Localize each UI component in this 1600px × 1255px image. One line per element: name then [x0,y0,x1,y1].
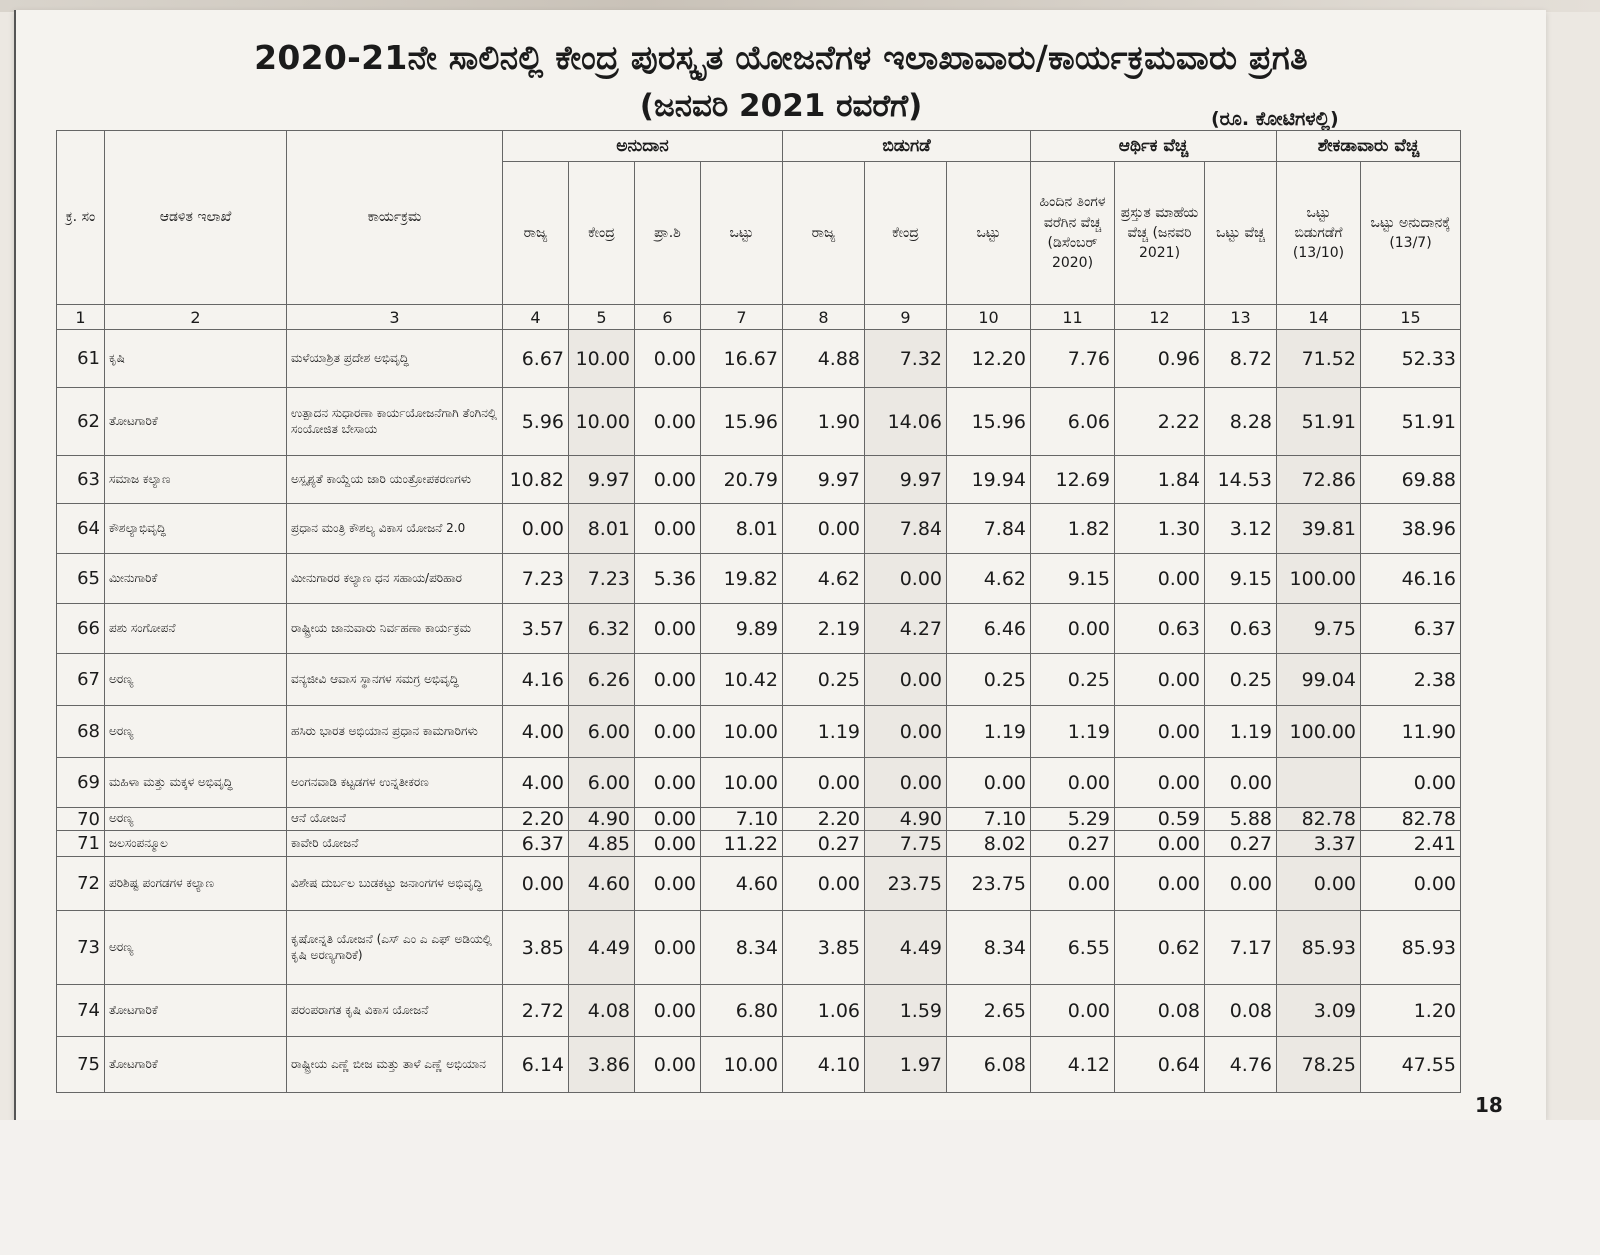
value-cell-col7: 15.96 [701,388,783,456]
table-row [57,654,1461,706]
value-cell-col11: 0.00 [1031,758,1115,808]
value-cell-col11: 6.06 [1031,388,1115,456]
programme-cell: ರಾಷ್ಟ್ರೀಯ ಎಣ್ಣೆ ಬೀಜ ಮತ್ತು ತಾಳೆ ಎಣ್ಣೆ ಅಭಿಯಾನ [287,1037,503,1093]
programme-cell: ಕೃಷೋನ್ನತಿ ಯೋಜನೆ (ಎಸ್ ಎಂ ಎ ಎಫ್ ಅಡಿಯಲ್ಲಿ ಕೃಷಿ ಅರಣ್ಯಗಾರಿಕೆ) [287,911,503,985]
col-header-6: ಪ್ರಾ.ಶಿ [635,162,701,305]
value-cell-col8: 1.19 [783,706,865,758]
col-header-prog: ಕಾರ್ಯಕ್ರಮ [287,131,503,305]
value-cell-col6: 0.00 [635,504,701,554]
value-cell-col13: 5.88 [1205,808,1277,831]
value-cell-col13: 9.15 [1205,554,1277,604]
column-number: 13 [1205,305,1277,330]
value-cell-col14: 9.75 [1277,604,1361,654]
value-cell-col7: 6.80 [701,985,783,1037]
value-cell-col10: 4.62 [947,554,1031,604]
department-cell: ಕೌಶಲ್ಯಾಭಿವೃದ್ಧಿ [105,504,287,554]
value-cell-col14: 100.00 [1277,706,1361,758]
value-cell-col13: 4.76 [1205,1037,1277,1093]
value-cell-col9: 9.97 [865,456,947,504]
value-cell-col13: 0.00 [1205,758,1277,808]
value-cell-col8: 2.20 [783,808,865,831]
value-cell-col15: 51.91 [1361,388,1461,456]
value-cell-col14: 39.81 [1277,504,1361,554]
value-cell-col9: 4.27 [865,604,947,654]
value-cell-col7: 16.67 [701,330,783,388]
programme-cell: ಹಸಿರು ಭಾರತ ಅಭಿಯಾನ ಪ್ರಧಾನ ಕಾಮಗಾರಿಗಳು [287,706,503,758]
col-header-dept: ಆಡಳಿತ ಇಲಾಖೆ [105,131,287,305]
value-cell-col11: 0.00 [1031,857,1115,911]
column-number: 7 [701,305,783,330]
value-cell-col6: 0.00 [635,808,701,831]
value-cell-col15: 85.93 [1361,911,1461,985]
col-header-10: ಒಟ್ಟು [947,162,1031,305]
value-cell-col11: 0.00 [1031,604,1115,654]
department-cell: ತೋಟಗಾರಿಕೆ [105,1037,287,1093]
value-cell-col13: 0.00 [1205,857,1277,911]
value-cell-col5: 9.97 [569,456,635,504]
value-cell-col5: 8.01 [569,504,635,554]
value-cell-col10: 7.84 [947,504,1031,554]
value-cell-col15: 0.00 [1361,857,1461,911]
table-row [57,456,1461,504]
table-row [57,1037,1461,1093]
value-cell-col12: 1.84 [1115,456,1205,504]
column-number: 6 [635,305,701,330]
value-cell-col11: 1.19 [1031,706,1115,758]
value-cell-col5: 6.26 [569,654,635,706]
serial-number-cell: 70 [57,808,105,831]
page-title: 2020-21ನೇ ಸಾಲಿನಲ್ಲಿ ಕೇಂದ್ರ ಪುರಸ್ಕೃತ ಯೋಜನೆಗಳ ಇಲಾಖಾವಾರು/ಕಾರ್ಯಕ್ರಮವಾರು ಪ್ರಗತಿ [254,38,1308,77]
value-cell-col8: 0.00 [783,504,865,554]
value-cell-col5: 3.86 [569,1037,635,1093]
programme-cell: ರಾಷ್ಟ್ರೀಯ ಜಾನುವಾರು ನಿರ್ವಹಣಾ ಕಾರ್ಯಕ್ರಮ [287,604,503,654]
value-cell-col9: 1.59 [865,985,947,1037]
value-cell-col10: 0.00 [947,758,1031,808]
value-cell-col8: 9.97 [783,456,865,504]
department-cell: ಅರಣ್ಯ [105,654,287,706]
value-cell-col13: 0.63 [1205,604,1277,654]
serial-number-cell: 69 [57,758,105,808]
value-cell-col13: 14.53 [1205,456,1277,504]
value-cell-col4: 6.37 [503,831,569,857]
value-cell-col9: 0.00 [865,654,947,706]
programme-cell: ಅಂಗನವಾಡಿ ಕಟ್ಟಡಗಳ ಉನ್ನತೀಕರಣ [287,758,503,808]
department-cell: ತೋಟಗಾರಿಕೆ [105,985,287,1037]
value-cell-col15: 11.90 [1361,706,1461,758]
value-cell-col7: 8.01 [701,504,783,554]
value-cell-col14: 3.09 [1277,985,1361,1037]
value-cell-col7: 10.00 [701,1037,783,1093]
value-cell-col8: 3.85 [783,911,865,985]
column-number: 15 [1361,305,1461,330]
value-cell-col9: 7.32 [865,330,947,388]
value-cell-col15: 6.37 [1361,604,1461,654]
value-cell-col11: 1.82 [1031,504,1115,554]
value-cell-col7: 8.34 [701,911,783,985]
value-cell-col4: 7.23 [503,554,569,604]
value-cell-col8: 4.88 [783,330,865,388]
value-cell-col14: 72.86 [1277,456,1361,504]
value-cell-col10: 8.02 [947,831,1031,857]
value-cell-col5: 10.00 [569,330,635,388]
value-cell-col13: 1.19 [1205,706,1277,758]
table-row [57,330,1461,388]
value-cell-col4: 4.00 [503,758,569,808]
serial-number-cell: 66 [57,604,105,654]
value-cell-col4: 6.67 [503,330,569,388]
value-cell-col9: 14.06 [865,388,947,456]
col-header-13: ಒಟ್ಟು ವೆಚ್ಚ [1205,162,1277,305]
progress-table [56,130,1461,1093]
programme-cell: ಮೀನುಗಾರರ ಕಲ್ಯಾಣ ಧನ ಸಹಾಯ/ಪರಿಹಾರ [287,554,503,604]
department-cell: ಅರಣ್ಯ [105,808,287,831]
serial-number-cell: 71 [57,831,105,857]
table-row [57,554,1461,604]
value-cell-col6: 0.00 [635,330,701,388]
value-cell-col10: 1.19 [947,706,1031,758]
value-cell-col12: 0.00 [1115,758,1205,808]
value-cell-col11: 5.29 [1031,808,1115,831]
col-header-12: ಪ್ರಸ್ತುತ ಮಾಹೆಯ ವೆಚ್ಚ (ಜನವರಿ 2021) [1115,162,1205,305]
value-cell-col5: 4.90 [569,808,635,831]
department-cell: ಕೃಷಿ [105,330,287,388]
value-cell-col12: 0.62 [1115,911,1205,985]
value-cell-col15: 1.20 [1361,985,1461,1037]
department-cell: ಜಲಸಂಪನ್ಮೂಲ [105,831,287,857]
serial-number-cell: 63 [57,456,105,504]
value-cell-col4: 0.00 [503,504,569,554]
value-cell-col7: 10.00 [701,706,783,758]
column-number: 2 [105,305,287,330]
value-cell-col12: 1.30 [1115,504,1205,554]
value-cell-col10: 6.46 [947,604,1031,654]
value-cell-col10: 15.96 [947,388,1031,456]
department-cell: ಮಹಿಳಾ ಮತ್ತು ಮಕ್ಕಳ ಅಭಿವೃದ್ಧಿ [105,758,287,808]
serial-number-cell: 75 [57,1037,105,1093]
programme-cell: ಅಸ್ಪೃಶ್ಯತೆ ಕಾಯ್ದೆಯ ಜಾರಿ ಯಂತ್ರೋಪಕರಣಗಳು [287,456,503,504]
column-number: 4 [503,305,569,330]
serial-number-cell: 61 [57,330,105,388]
value-cell-col4: 0.00 [503,857,569,911]
value-cell-col11: 7.76 [1031,330,1115,388]
background-surface [0,1120,1600,1255]
value-cell-col8: 0.00 [783,857,865,911]
value-cell-col7: 19.82 [701,554,783,604]
column-number: 11 [1031,305,1115,330]
value-cell-col6: 0.00 [635,758,701,808]
value-cell-col13: 0.27 [1205,831,1277,857]
value-cell-col7: 10.00 [701,758,783,808]
value-cell-col11: 0.25 [1031,654,1115,706]
value-cell-col8: 0.25 [783,654,865,706]
department-cell: ತೋಟಗಾರಿಕೆ [105,388,287,456]
value-cell-col5: 10.00 [569,388,635,456]
group-header-bidugade: ಬಿಡುಗಡೆ [783,131,1031,162]
department-cell: ಮೀನುಗಾರಿಕೆ [105,554,287,604]
value-cell-col8: 4.10 [783,1037,865,1093]
column-number: 14 [1277,305,1361,330]
department-cell: ಅರಣ್ಯ [105,911,287,985]
value-cell-col5: 6.00 [569,758,635,808]
value-cell-col10: 0.25 [947,654,1031,706]
value-cell-col13: 3.12 [1205,504,1277,554]
value-cell-col14: 99.04 [1277,654,1361,706]
programme-cell: ವನ್ಯಜೀವಿ ಆವಾಸ ಸ್ಥಾನಗಳ ಸಮಗ್ರ ಅಭಿವೃದ್ಧಿ [287,654,503,706]
value-cell-col12: 0.96 [1115,330,1205,388]
value-cell-col9: 0.00 [865,706,947,758]
department-cell: ಪರಿಶಿಷ್ಟ ಪಂಗಡಗಳ ಕಲ್ಯಾಣ [105,857,287,911]
value-cell-col12: 0.59 [1115,808,1205,831]
value-cell-col10: 12.20 [947,330,1031,388]
value-cell-col13: 0.08 [1205,985,1277,1037]
value-cell-col4: 2.20 [503,808,569,831]
value-cell-col6: 0.00 [635,604,701,654]
value-cell-col8: 2.19 [783,604,865,654]
value-cell-col14: 100.00 [1277,554,1361,604]
col-header-9: ಕೇಂದ್ರ [865,162,947,305]
value-cell-col6: 0.00 [635,985,701,1037]
value-cell-col13: 0.25 [1205,654,1277,706]
col-header-4: ರಾಜ್ಯ [503,162,569,305]
programme-cell: ವಿಶೇಷ ದುರ್ಬಲ ಬುಡಕಟ್ಟು ಜನಾಂಗಗಳ ಅಭಿವೃದ್ಧಿ [287,857,503,911]
value-cell-col11: 0.27 [1031,831,1115,857]
value-cell-col4: 4.16 [503,654,569,706]
value-cell-col15: 52.33 [1361,330,1461,388]
value-cell-col12: 0.08 [1115,985,1205,1037]
value-cell-col12: 0.00 [1115,554,1205,604]
col-header-sl: ಕ್ರ. ಸಂ [57,131,105,305]
value-cell-col5: 4.08 [569,985,635,1037]
serial-number-cell: 74 [57,985,105,1037]
value-cell-col4: 4.00 [503,706,569,758]
value-cell-col8: 0.27 [783,831,865,857]
value-cell-col15: 46.16 [1361,554,1461,604]
table-row [57,911,1461,985]
value-cell-col14: 71.52 [1277,330,1361,388]
value-cell-col11: 0.00 [1031,985,1115,1037]
col-header-14: ಒಟ್ಟು ಬಿಡುಗಡೆಗೆ (13/10) [1277,162,1361,305]
value-cell-col10: 2.65 [947,985,1031,1037]
department-cell: ಅರಣ್ಯ [105,706,287,758]
table-row [57,985,1461,1037]
column-number: 8 [783,305,865,330]
value-cell-col11: 6.55 [1031,911,1115,985]
value-cell-col15: 38.96 [1361,504,1461,554]
value-cell-col7: 7.10 [701,808,783,831]
value-cell-col6: 0.00 [635,831,701,857]
page-subtitle: (ಜನವರಿ 2021 ರವರೆಗೆ) [639,88,923,124]
value-cell-col4: 6.14 [503,1037,569,1093]
column-number: 12 [1115,305,1205,330]
value-cell-col9: 1.97 [865,1037,947,1093]
value-cell-col10: 6.08 [947,1037,1031,1093]
value-cell-col4: 2.72 [503,985,569,1037]
value-cell-col14: 85.93 [1277,911,1361,985]
value-cell-col14 [1277,758,1361,808]
value-cell-col5: 6.32 [569,604,635,654]
table-row [57,706,1461,758]
group-header-arthika: ಆರ್ಥಿಕ ವೆಚ್ಚ [1031,131,1277,162]
table-row [57,388,1461,456]
value-cell-col15: 0.00 [1361,758,1461,808]
page-number: 18 [1475,1093,1503,1117]
value-cell-col6: 0.00 [635,456,701,504]
value-cell-col12: 0.00 [1115,706,1205,758]
value-cell-col7: 10.42 [701,654,783,706]
value-cell-col9: 23.75 [865,857,947,911]
value-cell-col9: 7.84 [865,504,947,554]
value-cell-col11: 4.12 [1031,1037,1115,1093]
programme-cell: ಮಳೆಯಾಶ್ರಿತ ಪ್ರದೇಶ ಅಭಿವೃದ್ಧಿ [287,330,503,388]
value-cell-col9: 0.00 [865,758,947,808]
programme-cell: ಪ್ರಧಾನ ಮಂತ್ರಿ ಕೌಶಲ್ಯ ವಿಕಾಸ ಯೋಜನೆ 2.0 [287,504,503,554]
table-row [57,604,1461,654]
value-cell-col6: 0.00 [635,1037,701,1093]
col-header-15: ಒಟ್ಟು ಅನುದಾನಕ್ಕೆ (13/7) [1361,162,1461,305]
value-cell-col8: 4.62 [783,554,865,604]
value-cell-col5: 4.49 [569,911,635,985]
group-header-anudana: ಅನುದಾನ [503,131,783,162]
value-cell-col7: 9.89 [701,604,783,654]
value-cell-col10: 19.94 [947,456,1031,504]
value-cell-col4: 3.85 [503,911,569,985]
serial-number-cell: 68 [57,706,105,758]
value-cell-col14: 3.37 [1277,831,1361,857]
value-cell-col12: 0.00 [1115,654,1205,706]
value-cell-col10: 7.10 [947,808,1031,831]
value-cell-col11: 12.69 [1031,456,1115,504]
value-cell-col6: 0.00 [635,911,701,985]
column-number: 3 [287,305,503,330]
value-cell-col13: 7.17 [1205,911,1277,985]
col-header-8: ರಾಜ್ಯ [783,162,865,305]
serial-number-cell: 72 [57,857,105,911]
value-cell-col14: 0.00 [1277,857,1361,911]
value-cell-col4: 5.96 [503,388,569,456]
value-cell-col10: 23.75 [947,857,1031,911]
group-header-shekadavaru: ಶೇಕಡಾವಾರು ವೆಚ್ಚ [1277,131,1461,162]
programme-cell: ಉತ್ಪಾದನ ಸುಧಾರಣಾ ಕಾರ್ಯಯೋಜನೆಗಾಗಿ ತೆಂಗಿನಲ್ಲಿ ಸಂಯೋಜಿತ ಬೇಸಾಯ [287,388,503,456]
value-cell-col12: 2.22 [1115,388,1205,456]
value-cell-col12: 0.64 [1115,1037,1205,1093]
value-cell-col12: 0.00 [1115,857,1205,911]
value-cell-col5: 4.60 [569,857,635,911]
col-header-11: ಹಿಂದಿನ ತಿಂಗಳ ವರೆಗಿನ ವೆಚ್ಚ (ಡಿಸೆಂಬರ್ 2020) [1031,162,1115,305]
value-cell-col9: 4.49 [865,911,947,985]
value-cell-col15: 2.38 [1361,654,1461,706]
value-cell-col9: 7.75 [865,831,947,857]
value-cell-col5: 7.23 [569,554,635,604]
group-header-row [57,131,1461,162]
col-header-5: ಕೇಂದ್ರ [569,162,635,305]
value-cell-col4: 10.82 [503,456,569,504]
value-cell-col8: 0.00 [783,758,865,808]
value-cell-col6: 0.00 [635,654,701,706]
value-cell-col15: 69.88 [1361,456,1461,504]
value-cell-col6: 0.00 [635,706,701,758]
serial-number-cell: 65 [57,554,105,604]
value-cell-col14: 51.91 [1277,388,1361,456]
value-cell-col15: 47.55 [1361,1037,1461,1093]
table-row [57,758,1461,808]
serial-number-cell: 67 [57,654,105,706]
department-cell: ಸಮಾಜ ಕಲ್ಯಾಣ [105,456,287,504]
value-cell-col14: 82.78 [1277,808,1361,831]
column-number: 5 [569,305,635,330]
programme-cell: ಪರಂಪರಾಗತ ಕೃಷಿ ವಿಕಾಸ ಯೋಜನೆ [287,985,503,1037]
column-number: 9 [865,305,947,330]
table-row [57,504,1461,554]
value-cell-col11: 9.15 [1031,554,1115,604]
value-cell-col13: 8.72 [1205,330,1277,388]
value-cell-col8: 1.90 [783,388,865,456]
programme-cell: ಆನೆ ಯೋಜನೆ [287,808,503,831]
value-cell-col10: 8.34 [947,911,1031,985]
column-number: 1 [57,305,105,330]
value-cell-col7: 4.60 [701,857,783,911]
value-cell-col7: 20.79 [701,456,783,504]
value-cell-col12: 0.63 [1115,604,1205,654]
table-row [57,808,1461,831]
value-cell-col6: 0.00 [635,857,701,911]
value-cell-col6: 0.00 [635,388,701,456]
department-cell: ಪಶು ಸಂಗೋಪನೆ [105,604,287,654]
value-cell-col14: 78.25 [1277,1037,1361,1093]
document-sheet [14,10,1546,1120]
value-cell-col4: 3.57 [503,604,569,654]
table-body [57,330,1461,1093]
serial-number-cell: 73 [57,911,105,985]
value-cell-col15: 2.41 [1361,831,1461,857]
programme-cell: ಕಾವೇರಿ ಯೋಜನೆ [287,831,503,857]
value-cell-col6: 5.36 [635,554,701,604]
serial-number-cell: 64 [57,504,105,554]
value-cell-col8: 1.06 [783,985,865,1037]
value-cell-col12: 0.00 [1115,831,1205,857]
value-cell-col13: 8.28 [1205,388,1277,456]
serial-number-cell: 62 [57,388,105,456]
column-number-row [57,305,1461,330]
value-cell-col5: 4.85 [569,831,635,857]
value-cell-col9: 0.00 [865,554,947,604]
column-number: 10 [947,305,1031,330]
value-cell-col15: 82.78 [1361,808,1461,831]
table-row [57,831,1461,857]
value-cell-col9: 4.90 [865,808,947,831]
col-header-7: ಒಟ್ಟು [701,162,783,305]
table-row [57,857,1461,911]
value-cell-col5: 6.00 [569,706,635,758]
unit-note: (ರೂ. ಕೋಟಿಗಳಲ್ಲಿ) [1211,108,1339,130]
value-cell-col7: 11.22 [701,831,783,857]
